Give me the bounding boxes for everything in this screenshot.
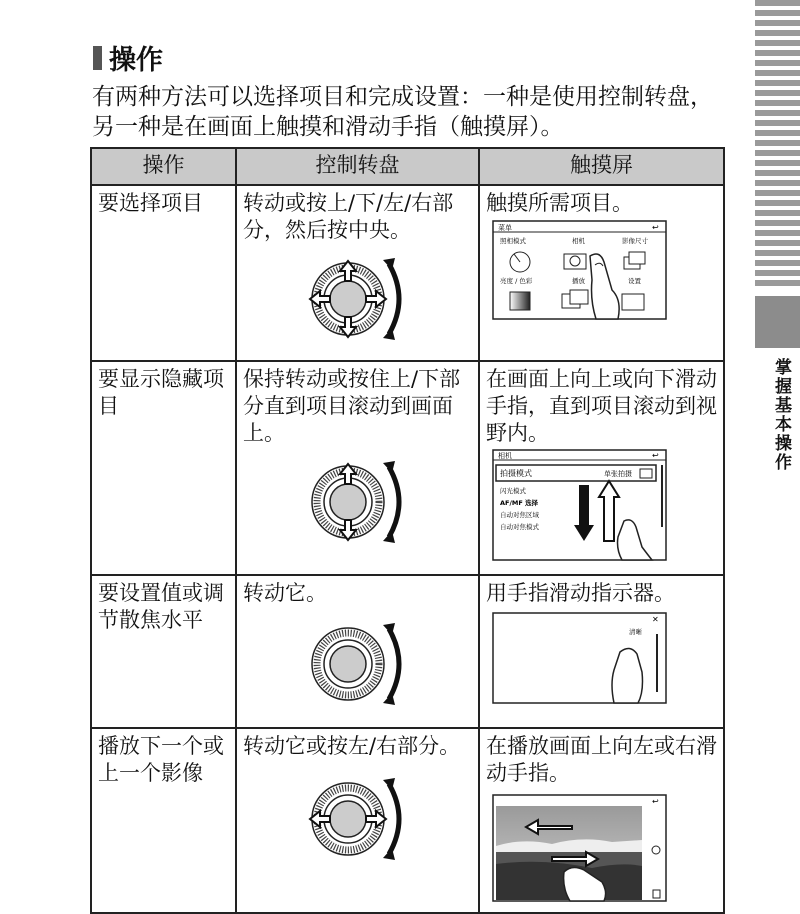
slider-top-label: 清晰 xyxy=(629,628,642,636)
header-control-dial: 控制转盘 xyxy=(236,148,479,185)
close-icon: ✕ xyxy=(652,615,659,624)
list-item: AF/MF 选择 xyxy=(500,499,539,507)
touch-instruction: 在播放画面上向左或右滑动手指。 xyxy=(486,734,717,785)
table-row xyxy=(91,575,724,728)
control-dial-leftright-icon xyxy=(303,770,413,868)
menu-item: 亮度 / 色彩 xyxy=(500,277,533,285)
scroll-list-screen-illustration xyxy=(492,449,667,561)
title-marker xyxy=(93,46,102,70)
operation-cell xyxy=(91,185,236,361)
list-item: 自动对焦模式 xyxy=(500,523,539,531)
selected-list-value: 单张拍摄 xyxy=(604,470,632,478)
playback-screen-illustration xyxy=(492,794,667,902)
menu-item: 播放 xyxy=(572,277,585,285)
side-section-label: 掌握基本操作 xyxy=(771,358,791,472)
touch-cell xyxy=(479,361,724,575)
operation-cell xyxy=(91,361,236,575)
operation-cell xyxy=(91,728,236,913)
section-title-text: 操作 xyxy=(109,45,163,76)
dial-cell xyxy=(236,185,479,361)
menu-item: 影像尺寸 xyxy=(622,237,648,245)
table-row xyxy=(91,361,724,575)
operation-table xyxy=(90,147,725,914)
control-dial-rotate-icon xyxy=(303,615,413,713)
selected-list-item: 拍摄模式 xyxy=(500,469,532,478)
back-icon: ↩ xyxy=(652,451,659,460)
operation-text: 要设置值或调节散焦水平 xyxy=(98,581,224,632)
touch-instruction: 在画面上向上或向下滑动手指，直到项目滚动到视野内。 xyxy=(486,367,717,445)
list-item: 自动对焦区域 xyxy=(500,511,539,519)
dial-instruction: 转动或按上/下/左/右部分，然后按中央。 xyxy=(243,191,454,242)
intro-paragraph: 有两种方法可以选择项目和完成设置：一种是使用控制转盘，另一种是在画面上触摸和滑动手指（触摸屏）。 xyxy=(92,84,713,140)
dial-instruction: 转动它。 xyxy=(243,581,327,605)
operation-text: 要显示隐藏项目 xyxy=(98,367,224,418)
table-row xyxy=(91,728,724,913)
edge-index-stripes xyxy=(755,0,800,290)
table-row xyxy=(91,185,724,361)
slider-screen-illustration xyxy=(492,612,667,704)
header-touch-screen: 触摸屏 xyxy=(479,148,724,185)
menu-item: 照相模式 xyxy=(500,237,526,245)
dial-cell xyxy=(236,728,479,913)
touch-cell xyxy=(479,575,724,728)
menu-item: 设置 xyxy=(628,277,641,285)
menu-screen-illustration xyxy=(492,220,667,320)
operation-text: 播放下一个或上一个影像 xyxy=(98,734,224,785)
control-dial-4way-icon xyxy=(303,250,413,348)
touch-instruction: 触摸所需项目。 xyxy=(486,191,633,215)
operation-cell xyxy=(91,575,236,728)
dial-instruction: 转动它或按左/右部分。 xyxy=(243,734,461,758)
list-item: 闪光模式 xyxy=(500,487,526,495)
section-title xyxy=(93,38,163,77)
touch-instruction: 用手指滑动指示器。 xyxy=(486,581,675,605)
screen-title: 相机 xyxy=(498,452,512,460)
dial-instruction: 保持转动或按住上/下部分直到项目滚动到画面上。 xyxy=(243,367,461,445)
touch-cell xyxy=(479,185,724,361)
operation-text: 要选择项目 xyxy=(98,191,203,215)
header-operation: 操作 xyxy=(91,148,236,185)
control-dial-updown-icon xyxy=(303,453,413,551)
back-icon: ↩ xyxy=(652,223,659,232)
dial-cell xyxy=(236,361,479,575)
edge-index-block xyxy=(755,296,800,348)
screen-title: 菜单 xyxy=(498,224,512,232)
back-icon: ↩ xyxy=(652,797,659,806)
touch-cell xyxy=(479,728,724,913)
dial-cell xyxy=(236,575,479,728)
menu-item: 相机 xyxy=(572,237,585,245)
